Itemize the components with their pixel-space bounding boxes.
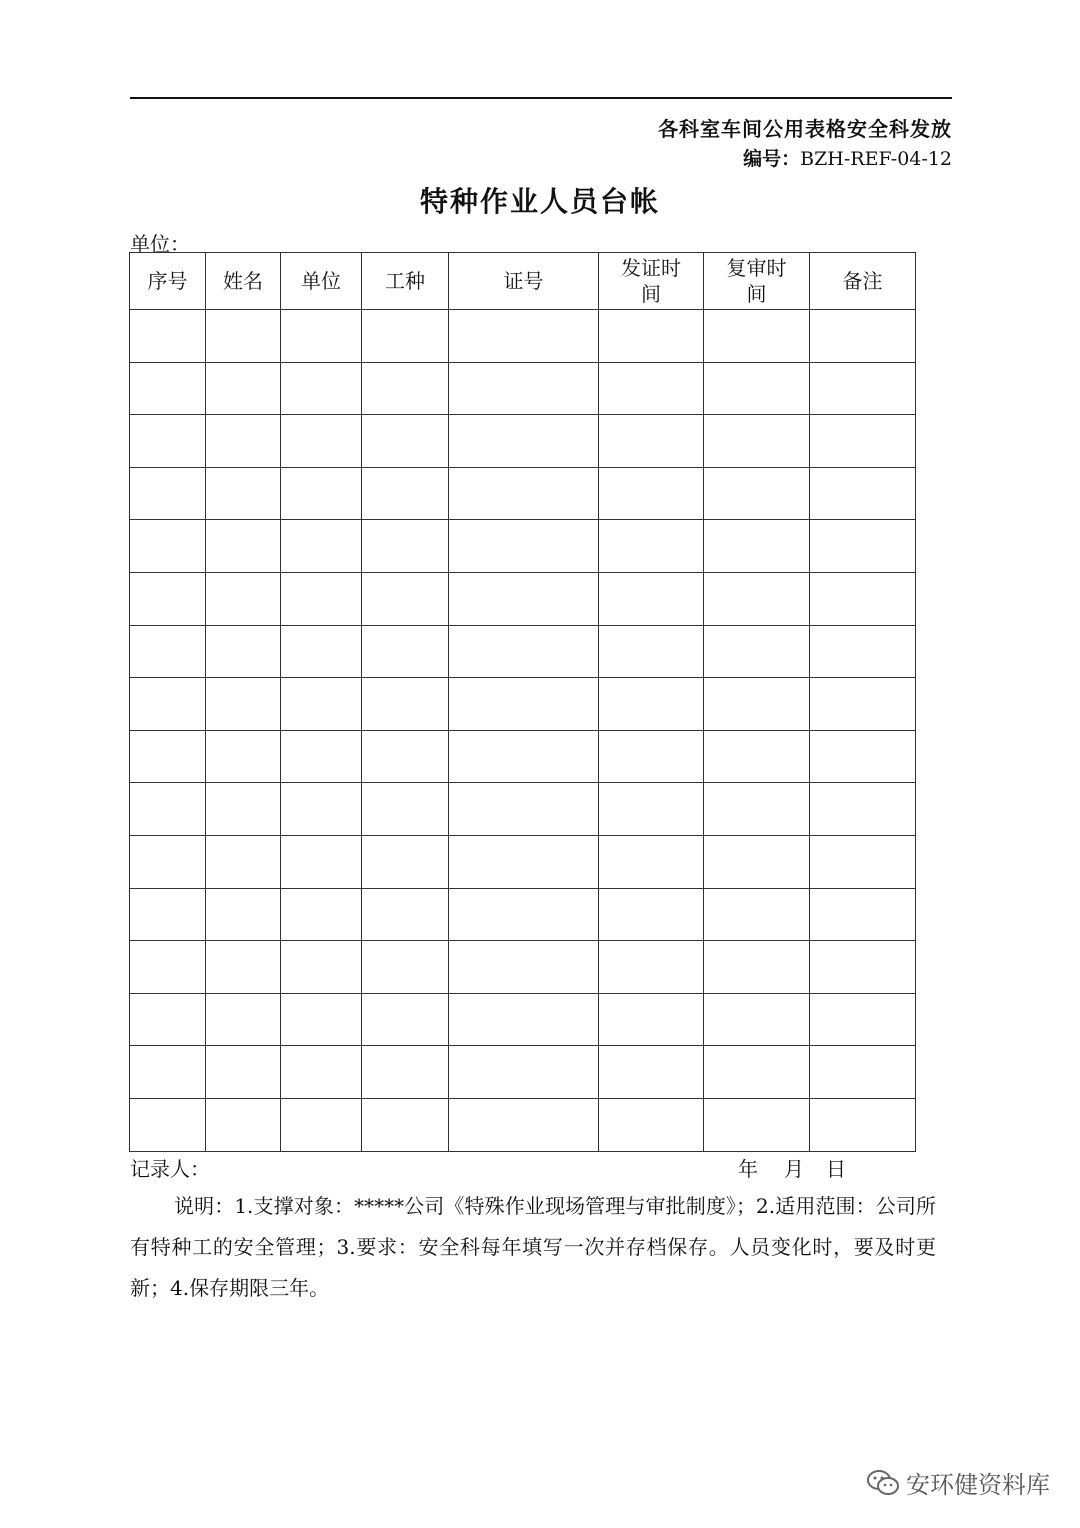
table-cell[interactable] (362, 362, 449, 415)
table-cell[interactable] (281, 572, 362, 625)
table-cell[interactable] (362, 888, 449, 941)
table-cell[interactable] (362, 467, 449, 520)
table-cell[interactable] (810, 625, 916, 678)
table-cell[interactable] (599, 467, 704, 520)
table-cell[interactable] (449, 941, 599, 994)
table-cell[interactable] (206, 520, 281, 573)
table-cell[interactable] (704, 888, 810, 941)
table-cell[interactable] (130, 520, 206, 573)
table-row (130, 625, 916, 678)
table-cell[interactable] (704, 730, 810, 783)
table-row (130, 467, 916, 520)
table-cell[interactable] (362, 783, 449, 836)
table-cell[interactable] (206, 1098, 281, 1151)
notes-paragraph: 说明：1.支撑对象：*****公司《特殊作业现场管理与审批制度》；2.适用范围：公司所有特种工的安全管理；3.要求：安全科每年填写一次并存档保存。人员变化时，要及时更新；4.保存期限三年。 (130, 1194, 936, 1300)
table-row (130, 1098, 916, 1151)
watermark-text: 安环健资料库 (906, 1471, 1050, 1499)
table-cell[interactable] (130, 941, 206, 994)
table-cell[interactable] (206, 362, 281, 415)
table-cell[interactable] (449, 678, 599, 731)
table-cell[interactable] (449, 730, 599, 783)
table-cell[interactable] (599, 415, 704, 468)
column-header (362, 253, 449, 310)
column-header (206, 253, 281, 310)
month-label: 月 (784, 1157, 804, 1181)
table-cell[interactable] (449, 520, 599, 573)
table-header-row (130, 253, 916, 310)
table-cell[interactable] (704, 941, 810, 994)
table-cell[interactable] (130, 783, 206, 836)
table-cell[interactable] (130, 310, 206, 363)
column-header-label: 工种 (385, 269, 425, 293)
table-cell[interactable] (130, 625, 206, 678)
table-cell[interactable] (130, 888, 206, 941)
table-cell[interactable] (206, 1046, 281, 1099)
table-cell[interactable] (810, 835, 916, 888)
table-cell[interactable] (704, 1046, 810, 1099)
table-cell[interactable] (130, 730, 206, 783)
table-cell[interactable] (362, 310, 449, 363)
table-cell[interactable] (130, 1098, 206, 1151)
year-label: 年 (738, 1157, 758, 1181)
table-cell[interactable] (206, 310, 281, 363)
table-row (130, 678, 916, 731)
table-cell[interactable] (449, 625, 599, 678)
table-cell[interactable] (130, 467, 206, 520)
table-cell[interactable] (281, 467, 362, 520)
document-code (743, 144, 952, 171)
column-header-label: 单位 (301, 269, 341, 293)
table-row (130, 941, 916, 994)
table-cell[interactable] (362, 678, 449, 731)
table-cell[interactable] (449, 467, 599, 520)
table-cell[interactable] (599, 520, 704, 573)
table-cell[interactable] (362, 520, 449, 573)
table-cell[interactable] (449, 310, 599, 363)
table-cell[interactable] (362, 941, 449, 994)
table-cell[interactable] (449, 783, 599, 836)
table-cell[interactable] (362, 835, 449, 888)
table-cell[interactable] (599, 625, 704, 678)
issuer-text: 各科室车间公用表格安全科发放 (658, 117, 952, 141)
table-cell[interactable] (281, 362, 362, 415)
table-cell[interactable] (281, 730, 362, 783)
column-header (810, 253, 916, 310)
column-header (449, 253, 599, 310)
table-cell[interactable] (206, 993, 281, 1046)
table-cell[interactable] (130, 362, 206, 415)
table-cell[interactable] (281, 888, 362, 941)
table-cell[interactable] (449, 572, 599, 625)
column-header (599, 253, 704, 310)
table-cell[interactable] (449, 362, 599, 415)
table-cell[interactable] (449, 415, 599, 468)
table-cell[interactable] (449, 1046, 599, 1099)
table-cell[interactable] (704, 678, 810, 731)
table-cell[interactable] (810, 572, 916, 625)
table-cell[interactable] (704, 625, 810, 678)
table-cell[interactable] (599, 730, 704, 783)
table-cell[interactable] (704, 467, 810, 520)
table-cell[interactable] (362, 1046, 449, 1099)
table-row (130, 520, 916, 573)
table-cell[interactable] (704, 572, 810, 625)
table-cell[interactable] (206, 888, 281, 941)
table-cell[interactable] (810, 678, 916, 731)
unit-label: 单位： (130, 232, 190, 256)
table-cell[interactable] (206, 467, 281, 520)
table-cell[interactable] (281, 993, 362, 1046)
table-cell[interactable] (810, 1098, 916, 1151)
table-cell[interactable] (281, 678, 362, 731)
table-cell[interactable] (449, 1098, 599, 1151)
table-cell[interactable] (599, 362, 704, 415)
table-cell[interactable] (362, 625, 449, 678)
table-row (130, 888, 916, 941)
column-header-label: 备注 (842, 269, 883, 293)
table-row (130, 415, 916, 468)
table-cell[interactable] (449, 835, 599, 888)
table-cell[interactable] (130, 1046, 206, 1099)
table-cell[interactable] (130, 572, 206, 625)
table-cell[interactable] (810, 993, 916, 1046)
table-cell[interactable] (599, 1098, 704, 1151)
table-cell[interactable] (704, 415, 810, 468)
table-cell[interactable] (362, 415, 449, 468)
table-body (130, 310, 916, 1152)
column-header-label: 复审时间 (726, 256, 787, 306)
page-title: 特种作业人员台帐 (419, 185, 660, 218)
table-row (130, 1046, 916, 1099)
table-row (130, 835, 916, 888)
date-fields (738, 1153, 846, 1182)
table-cell[interactable] (281, 1098, 362, 1151)
table-cell[interactable] (599, 783, 704, 836)
column-header (704, 253, 810, 310)
table-cell[interactable] (206, 415, 281, 468)
table-cell[interactable] (810, 941, 916, 994)
table-cell[interactable] (599, 1046, 704, 1099)
table-cell[interactable] (599, 310, 704, 363)
table-cell[interactable] (281, 310, 362, 363)
table-cell[interactable] (810, 310, 916, 363)
table-cell[interactable] (362, 572, 449, 625)
header-rule (130, 97, 952, 99)
table-cell[interactable] (281, 520, 362, 573)
column-header-label: 发证时间 (621, 256, 681, 306)
table-cell[interactable] (281, 941, 362, 994)
table-cell[interactable] (130, 993, 206, 1046)
table-row (130, 783, 916, 836)
table-cell[interactable] (362, 1098, 449, 1151)
table-cell[interactable] (449, 888, 599, 941)
table-cell[interactable] (704, 783, 810, 836)
footer-line (130, 1153, 920, 1182)
table-cell[interactable] (449, 993, 599, 1046)
table-cell[interactable] (206, 783, 281, 836)
table-cell[interactable] (130, 835, 206, 888)
table-cell[interactable] (810, 1046, 916, 1099)
watermark (866, 1465, 1050, 1500)
table-cell[interactable] (281, 835, 362, 888)
table-row (130, 730, 916, 783)
table-cell[interactable] (206, 835, 281, 888)
table-cell[interactable] (704, 993, 810, 1046)
table-row (130, 572, 916, 625)
code-label: 编号： (743, 148, 801, 170)
table-cell[interactable] (704, 310, 810, 363)
table-cell[interactable] (599, 888, 704, 941)
table-cell[interactable] (362, 993, 449, 1046)
column-header (281, 253, 362, 310)
day-label: 日 (826, 1157, 846, 1181)
table-cell[interactable] (206, 625, 281, 678)
table-cell[interactable] (599, 678, 704, 731)
table-cell[interactable] (599, 941, 704, 994)
personnel-ledger-table (129, 252, 916, 1152)
table-cell[interactable] (810, 520, 916, 573)
table-row (130, 993, 916, 1046)
column-header (130, 253, 206, 310)
column-header-label: 序号 (147, 269, 188, 293)
table-cell[interactable] (281, 625, 362, 678)
table-cell[interactable] (810, 467, 916, 520)
table-cell[interactable] (704, 1098, 810, 1151)
table-cell[interactable] (362, 730, 449, 783)
table-cell[interactable] (704, 835, 810, 888)
table-cell[interactable] (281, 783, 362, 836)
table-cell[interactable] (704, 362, 810, 415)
table-cell[interactable] (206, 941, 281, 994)
table-cell[interactable] (810, 730, 916, 783)
table-cell[interactable] (810, 362, 916, 415)
table-cell[interactable] (599, 993, 704, 1046)
wechat-icon (866, 1469, 900, 1497)
table-row (130, 362, 916, 415)
column-header-label: 姓名 (223, 269, 263, 293)
table-cell[interactable] (281, 1046, 362, 1099)
table-cell[interactable] (130, 415, 206, 468)
code-value: BZH-REF-04-12 (800, 148, 952, 170)
table-cell[interactable] (599, 572, 704, 625)
table-cell[interactable] (281, 415, 362, 468)
table-cell[interactable] (206, 678, 281, 731)
table-cell[interactable] (599, 835, 704, 888)
table-cell[interactable] (206, 572, 281, 625)
table-cell[interactable] (704, 520, 810, 573)
table-cell[interactable] (206, 730, 281, 783)
table-row (130, 310, 916, 363)
table-cell[interactable] (130, 678, 206, 731)
recorder-label: 记录人： (130, 1157, 210, 1181)
column-header-label: 证号 (503, 269, 544, 293)
table-cell[interactable] (810, 783, 916, 836)
table-cell[interactable] (810, 415, 916, 468)
table-cell[interactable] (810, 888, 916, 941)
